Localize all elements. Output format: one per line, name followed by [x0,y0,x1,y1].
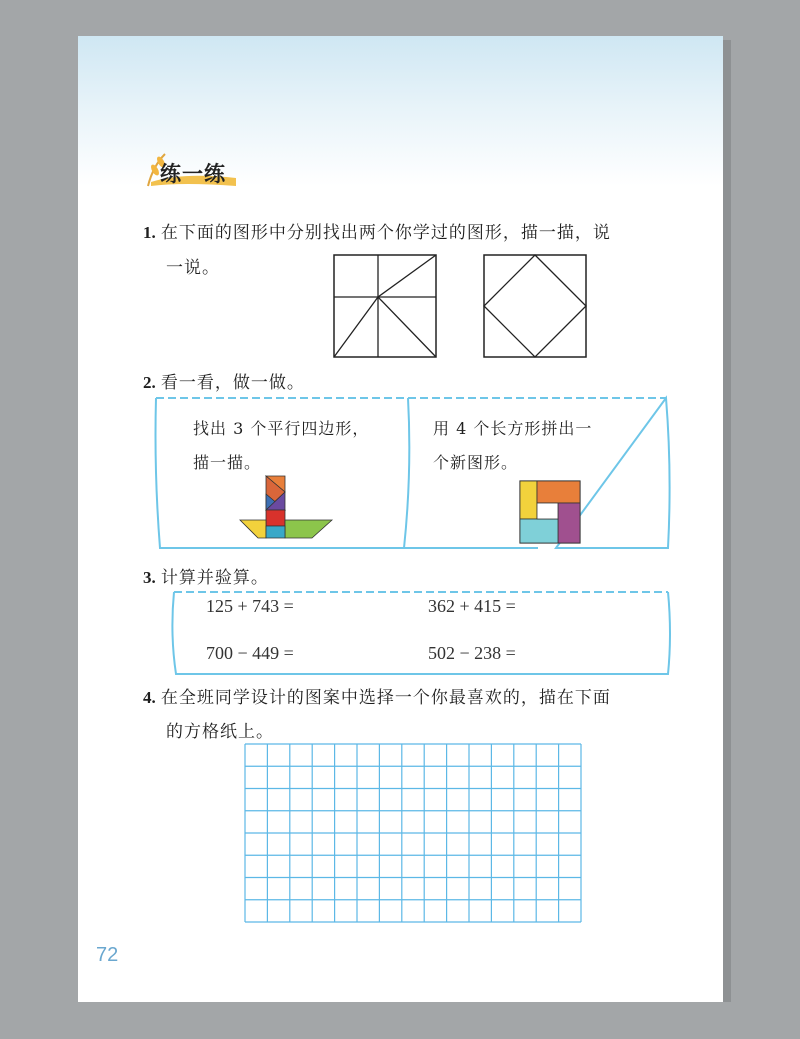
question-4 [143,683,611,708]
box-left-line1: 找出 3 个平行四边形， [193,419,370,438]
grid-paper[interactable] [244,743,582,923]
equation-3: 700 − 449 = [206,643,294,663]
question-number: 4. [143,688,156,707]
question-text: 看一看，做一做。 [160,373,305,393]
box-right-line1: 用 4 个长方形拼出一 [433,419,593,438]
question-text: 计算并验算。 [160,568,269,588]
question-4-line2: 的方格纸上。 [166,722,274,742]
rectangle-puzzle-figure [519,480,581,544]
tangram-boat-figure [238,474,334,542]
question-3 [143,563,269,588]
question-text: 在下面的图形中分别找出两个你学过的图形，描一描，说 [160,223,611,243]
figure-square-diamond [483,254,587,358]
equation-2: 362 + 415 = [428,596,516,616]
page-number: 72 [96,944,119,966]
question-number: 2. [143,373,156,392]
section-title: 练一练 [160,162,226,186]
box-left-line2: 描一描。 [193,453,262,472]
equation-4: 502 − 238 = [428,643,516,663]
equation-1: 125 + 743 = [206,596,294,616]
question-text: 在全班同学设计的图案中选择一个你最喜欢的，描在下面 [160,688,611,708]
page-edge-shadow [723,40,731,1002]
box-right-line2: 个新图形。 [433,453,519,472]
question-number: 1. [143,223,156,242]
figure-square-lines [333,254,437,358]
question-number: 3. [143,568,156,587]
question-1-line2: 一说。 [166,258,220,278]
question-1 [143,218,611,243]
question-2 [143,368,305,393]
